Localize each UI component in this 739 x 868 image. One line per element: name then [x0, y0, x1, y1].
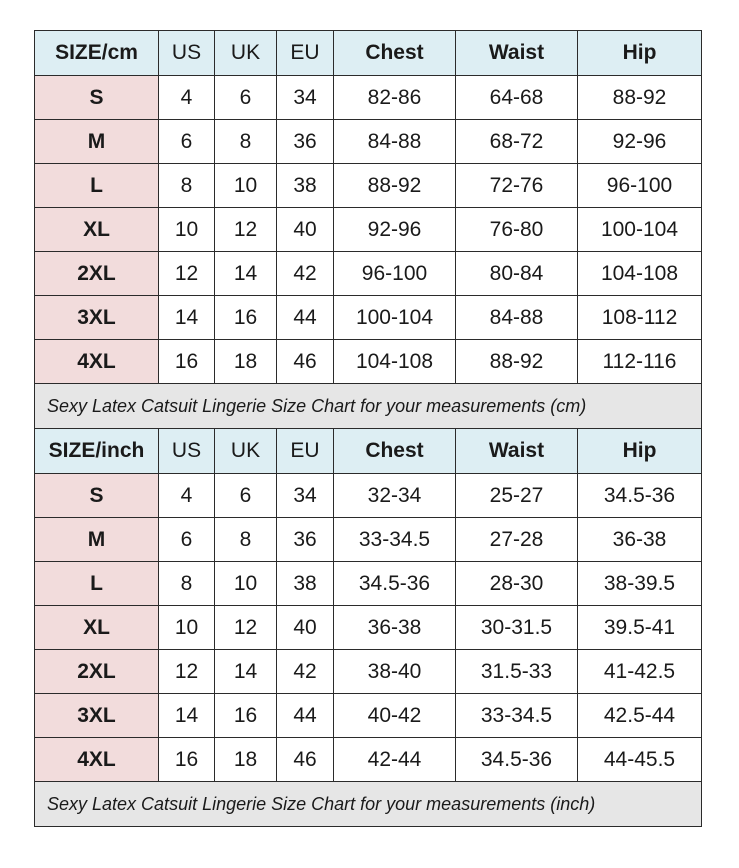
- cell-chest: 82-86: [334, 76, 456, 120]
- cell-us: 10: [159, 208, 215, 252]
- cell-eu: 36: [277, 120, 334, 164]
- header-size-inch: SIZE/inch: [35, 429, 159, 474]
- cell-eu: 42: [277, 650, 334, 694]
- cell-chest: 32-34: [334, 474, 456, 518]
- header-size-cm: SIZE/cm: [35, 31, 159, 76]
- table-caption: Sexy Latex Catsuit Lingerie Size Chart for your measurements (inch): [35, 782, 702, 827]
- cell-uk: 14: [215, 252, 277, 296]
- table-row: [35, 76, 702, 120]
- cell-hip: 104-108: [578, 252, 702, 296]
- cell-size: XL: [35, 606, 159, 650]
- cell-us: 4: [159, 76, 215, 120]
- cell-hip: 36-38: [578, 518, 702, 562]
- cell-size: S: [35, 76, 159, 120]
- cell-waist: 88-92: [456, 340, 578, 384]
- table-row: [35, 474, 702, 518]
- cell-chest: 96-100: [334, 252, 456, 296]
- cell-chest: 92-96: [334, 208, 456, 252]
- cell-size: L: [35, 562, 159, 606]
- header-waist-inch: Waist: [456, 429, 578, 474]
- cell-eu: 38: [277, 562, 334, 606]
- cell-waist: 68-72: [456, 120, 578, 164]
- cell-hip: 41-42.5: [578, 650, 702, 694]
- table-row: [35, 296, 702, 340]
- header-row-cm: [35, 31, 702, 76]
- cell-us: 12: [159, 650, 215, 694]
- cell-eu: 38: [277, 164, 334, 208]
- header-row-inch: [35, 429, 702, 474]
- cell-size: 2XL: [35, 650, 159, 694]
- cell-waist: 27-28: [456, 518, 578, 562]
- header-uk-cm: UK: [215, 31, 277, 76]
- cell-waist: 30-31.5: [456, 606, 578, 650]
- header-waist-cm: Waist: [456, 31, 578, 76]
- cell-hip: 100-104: [578, 208, 702, 252]
- size-chart: [34, 30, 702, 827]
- cell-waist: 28-30: [456, 562, 578, 606]
- cell-uk: 12: [215, 606, 277, 650]
- cell-chest: 100-104: [334, 296, 456, 340]
- cell-hip: 42.5-44: [578, 694, 702, 738]
- cell-us: 8: [159, 164, 215, 208]
- cell-eu: 34: [277, 474, 334, 518]
- table-caption: Sexy Latex Catsuit Lingerie Size Chart for your measurements (cm): [35, 384, 702, 429]
- cell-size: M: [35, 120, 159, 164]
- cell-waist: 80-84: [456, 252, 578, 296]
- table-row: [35, 606, 702, 650]
- cell-chest: 88-92: [334, 164, 456, 208]
- header-chest-inch: Chest: [334, 429, 456, 474]
- table-row: [35, 164, 702, 208]
- cell-waist: 33-34.5: [456, 694, 578, 738]
- cell-eu: 44: [277, 694, 334, 738]
- cell-uk: 12: [215, 208, 277, 252]
- cell-waist: 31.5-33: [456, 650, 578, 694]
- cell-size: 4XL: [35, 738, 159, 782]
- cell-eu: 40: [277, 606, 334, 650]
- cell-uk: 16: [215, 296, 277, 340]
- cell-us: 12: [159, 252, 215, 296]
- cell-hip: 112-116: [578, 340, 702, 384]
- table-row: [35, 518, 702, 562]
- cell-size: 3XL: [35, 694, 159, 738]
- cell-uk: 6: [215, 474, 277, 518]
- table-row: [35, 208, 702, 252]
- cell-size: XL: [35, 208, 159, 252]
- table-row: [35, 340, 702, 384]
- cell-us: 14: [159, 694, 215, 738]
- cell-size: 4XL: [35, 340, 159, 384]
- cell-eu: 36: [277, 518, 334, 562]
- cell-us: 14: [159, 296, 215, 340]
- header-eu-inch: EU: [277, 429, 334, 474]
- cell-hip: 38-39.5: [578, 562, 702, 606]
- cell-us: 10: [159, 606, 215, 650]
- header-us-cm: US: [159, 31, 215, 76]
- cell-eu: 46: [277, 738, 334, 782]
- header-hip-cm: Hip: [578, 31, 702, 76]
- cell-eu: 42: [277, 252, 334, 296]
- cell-waist: 64-68: [456, 76, 578, 120]
- cell-hip: 96-100: [578, 164, 702, 208]
- cell-us: 4: [159, 474, 215, 518]
- cell-chest: 42-44: [334, 738, 456, 782]
- cell-uk: 8: [215, 120, 277, 164]
- cell-hip: 88-92: [578, 76, 702, 120]
- cell-uk: 6: [215, 76, 277, 120]
- cell-hip: 44-45.5: [578, 738, 702, 782]
- cell-uk: 10: [215, 562, 277, 606]
- header-us-inch: US: [159, 429, 215, 474]
- caption-row-cm: [35, 384, 702, 429]
- cell-hip: 108-112: [578, 296, 702, 340]
- cell-eu: 46: [277, 340, 334, 384]
- caption-row-inch: [35, 782, 702, 827]
- cell-chest: 38-40: [334, 650, 456, 694]
- table-row: [35, 650, 702, 694]
- header-eu-cm: EU: [277, 31, 334, 76]
- cell-uk: 16: [215, 694, 277, 738]
- cell-eu: 44: [277, 296, 334, 340]
- cell-waist: 72-76: [456, 164, 578, 208]
- cell-hip: 39.5-41: [578, 606, 702, 650]
- cell-chest: 36-38: [334, 606, 456, 650]
- header-uk-inch: UK: [215, 429, 277, 474]
- header-chest-cm: Chest: [334, 31, 456, 76]
- cell-uk: 18: [215, 340, 277, 384]
- cell-size: S: [35, 474, 159, 518]
- cell-uk: 10: [215, 164, 277, 208]
- cell-waist: 34.5-36: [456, 738, 578, 782]
- cell-size: 2XL: [35, 252, 159, 296]
- cell-size: M: [35, 518, 159, 562]
- cell-uk: 14: [215, 650, 277, 694]
- header-hip-inch: Hip: [578, 429, 702, 474]
- cell-size: L: [35, 164, 159, 208]
- cell-us: 6: [159, 518, 215, 562]
- table-row: [35, 562, 702, 606]
- cell-size: 3XL: [35, 296, 159, 340]
- cell-us: 16: [159, 340, 215, 384]
- cell-hip: 92-96: [578, 120, 702, 164]
- cell-waist: 84-88: [456, 296, 578, 340]
- cell-waist: 25-27: [456, 474, 578, 518]
- cell-uk: 18: [215, 738, 277, 782]
- cell-us: 6: [159, 120, 215, 164]
- cell-us: 16: [159, 738, 215, 782]
- cell-chest: 34.5-36: [334, 562, 456, 606]
- cell-waist: 76-80: [456, 208, 578, 252]
- table-row: [35, 694, 702, 738]
- cell-chest: 104-108: [334, 340, 456, 384]
- table-row: [35, 120, 702, 164]
- cell-eu: 40: [277, 208, 334, 252]
- cell-eu: 34: [277, 76, 334, 120]
- cell-us: 8: [159, 562, 215, 606]
- table-row: [35, 738, 702, 782]
- table-row: [35, 252, 702, 296]
- cell-uk: 8: [215, 518, 277, 562]
- cell-hip: 34.5-36: [578, 474, 702, 518]
- cell-chest: 84-88: [334, 120, 456, 164]
- cell-chest: 40-42: [334, 694, 456, 738]
- cell-chest: 33-34.5: [334, 518, 456, 562]
